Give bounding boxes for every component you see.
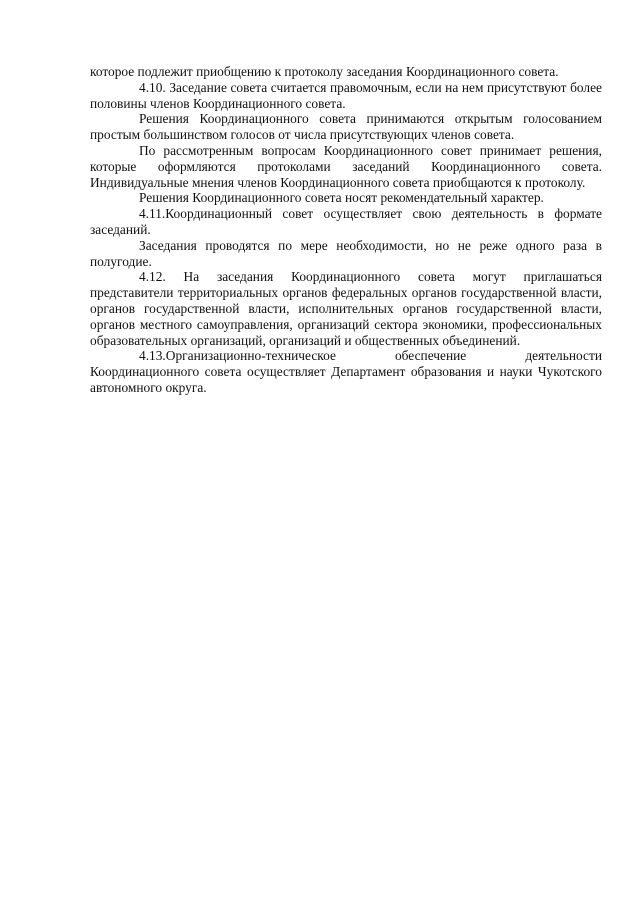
paragraph-decisions-voting: Решения Координационного совета принимаются открытым голосованием простым большинством голосов от числа присутствующих членов совета.	[90, 111, 602, 143]
paragraph-4-11: 4.11.Координационный совет осуществляет свою деятельность в формате заседаний.	[90, 206, 602, 237]
paragraph-4-10: 4.10. Заседание совета считается правомочным, если на нем присутствуют более половины членов Координационного совета.	[90, 79, 602, 111]
paragraph-decisions-advisory: Решения Координационного совета носят рекомендательный характер.	[139, 190, 544, 206]
paragraph-4-13: 4.13.Организационно-техническое обеспечение деятельности Координационного совета осуществляет Департамент образования и науки Чукотского автономного округа.	[90, 348, 602, 395]
paragraph-continuation: которое подлежит приобщению к протоколу заседания Координационного совета.	[90, 64, 559, 79]
paragraph-4-12: 4.12. На заседания Координационного совета могут приглашаться представители территориальных органов федеральных органов государственной власти, органов государственной власти, исполнительных органов государственной власти, органов местного самоуправления, организаций сектора экономики, профессиональных образовательных организаций, организаций и общественных объединений.	[90, 269, 602, 348]
document-body	[90, 64, 602, 396]
paragraph-meeting-frequency: Заседания проводятся по мере необходимости, но не реже одного раза в полугодие.	[90, 237, 602, 269]
paragraph-decisions-protocols: По рассмотренным вопросам Координационного совет принимает решения, которые оформляются протоколами заседаний Координационного совета. Индивидуальные мнения членов Координационного совета приобщаются к протоколу.	[90, 142, 602, 190]
